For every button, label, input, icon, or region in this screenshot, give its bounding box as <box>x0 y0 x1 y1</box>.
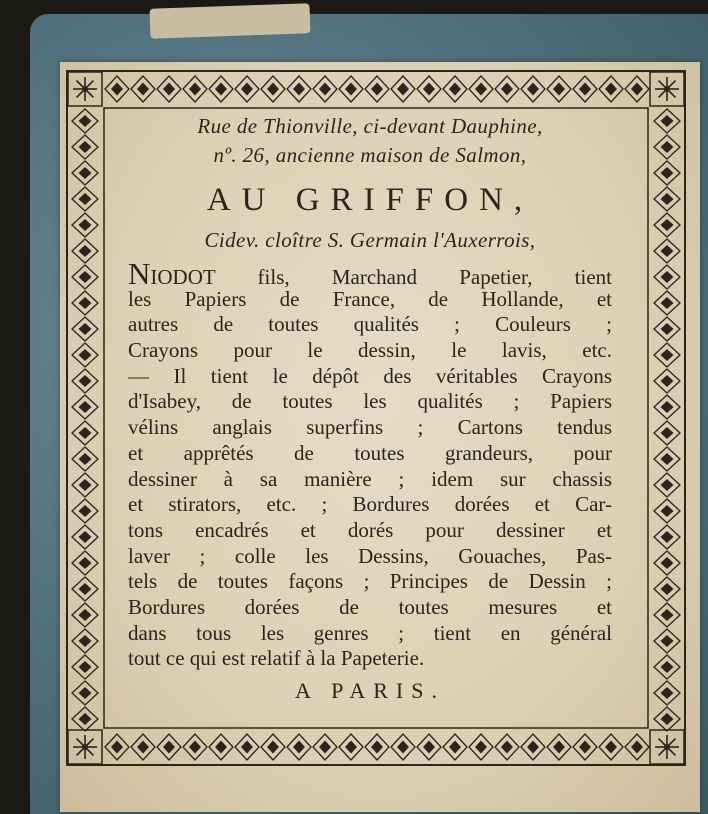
body-line: d'Isabey, de toutes les qualités ; Papiers <box>128 389 612 414</box>
body-line: les Papiers de France, de Hollande, et <box>128 286 612 311</box>
body-line: dans tous les genres ; tient en général <box>128 620 612 645</box>
city-line: A PARIS. <box>294 678 445 703</box>
body-line: vélins anglais superfins ; Cartons tendus <box>128 415 612 440</box>
first-line-text: IODOT fils, Marchand Papetier, tient <box>150 265 612 289</box>
body-line: et stirators, etc. ; Bordures dorées et Car- <box>128 492 612 517</box>
body-line: laver ; colle les Dessins, Gouaches, Pas- <box>128 543 612 568</box>
body-line: tons encadrés et dorés pour dessiner et <box>128 517 612 542</box>
body-line: — Il tient le dépôt des véritables Crayons <box>128 363 612 388</box>
body-line <box>128 256 612 291</box>
shop-name: AU GRIFFON, <box>206 182 534 218</box>
body-line: dessiner à sa manière ; idem sur chassis <box>128 466 612 491</box>
body-line: tout ce qui est relatif à la Papeterie. <box>128 646 425 671</box>
label-text <box>128 112 612 706</box>
address-line-1: Rue de Thionville, ci-devant Dauphine, <box>197 114 543 138</box>
address-line-2: nº. 26, ancienne maison de Salmon, <box>213 143 527 167</box>
drop-cap: N <box>128 256 151 291</box>
body-text <box>128 256 612 672</box>
body-line: autres de toutes qualités ; Couleurs ; <box>128 312 612 337</box>
body-line: tels de toutes façons ; Principes de Dessin ; <box>128 569 612 594</box>
body-line: Bordures dorées de toutes mesures et <box>128 594 612 619</box>
address-line-3: Cidev. cloître S. Germain l'Auxerrois, <box>204 228 536 252</box>
body-line: Crayons pour le dessin, le lavis, etc. <box>128 338 612 363</box>
torn-paper-fragment <box>150 3 311 39</box>
body-line: et apprêtés de toutes grandeurs, pour <box>128 440 612 465</box>
